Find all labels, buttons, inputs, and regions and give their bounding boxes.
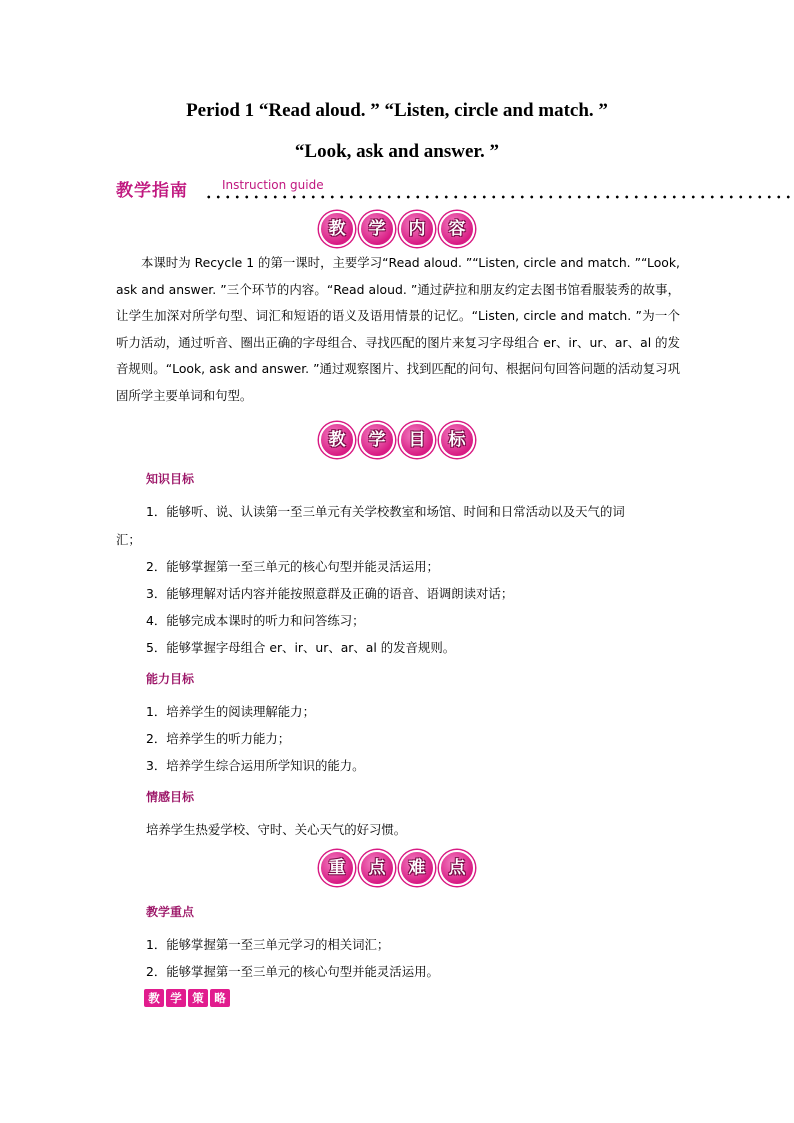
guide-title: 教学指南 [116,181,188,201]
knowledge-item-3: 3．能够理解对话内容并能按照意群及正确的语音、语调朗读对话； [146,586,514,601]
focus-item-2: 2．能够掌握第一至三单元的核心句型并能灵活运用。 [146,964,439,979]
knowledge-item-1: 1．能够听、说、认读第一至三单元有关学校教室和场馆、时间和日常活动以及天气的词 [146,504,625,519]
badge-char: 学 [359,422,395,458]
key-difficult-points-badge [0,850,794,886]
badge-char: 教 [319,422,355,458]
ability-heading: 能力目标 [146,672,195,686]
ability-item-1: 1．培养学生的阅读理解能力； [146,704,315,719]
ability-item-3: 3．培养学生综合运用所学知识的能力。 [146,758,365,773]
badge-char: 略 [210,989,230,1007]
knowledge-item-2: 2．能够掌握第一至三单元的核心句型并能灵活运用； [146,559,439,574]
emotion-text: 培养学生热爱学校、守时、关心天气的好习惯。 [146,822,407,837]
title-line-1: Period 1 “Read aloud. ” “Listen, circle and match. ” [186,100,608,121]
badge-char: 难 [399,850,435,886]
title-line-2: “Look, ask and answer. ” [294,141,500,162]
badge-char: 学 [359,211,395,247]
badge-char: 目 [399,422,435,458]
badge-char: 重 [319,850,355,886]
content-paragraph: 本课时为 Recycle 1 的第一课时，主要学习“Read aloud. ”“Listen, circle and match. ”“Look, ask and answer. ”三个环节的内容。“Read aloud. ”通过萨拉和朋友约定去图书馆看服装秀的故事，让学生加深对所学句型、词汇和短语的语义及语用情景的记忆。“Listen, circle and match. ”为一个听力活动，通过听音、圈出正确的字母组合、寻找匹配的图片来复习字母组合 er、ir、ur、ar、al 的发音规则。“Look, ask and answer. ”通过观察图片、找到匹配的问句、根据问句回答问题的活动复习巩固所学主要单词和句型。 [116,255,680,403]
knowledge-item-4: 4．能够完成本课时的听力和问答练习； [146,613,365,628]
knowledge-item-5: 5．能够掌握字母组合 er、ir、ur、ar、al 的发音规则。 [146,640,456,655]
badge-char: 点 [439,850,475,886]
badge-char: 容 [439,211,475,247]
ability-item-2: 2．培养学生的听力能力； [146,731,291,746]
instruction-guide-header [116,176,686,204]
teaching-content-badge [0,211,794,247]
dotted-divider [204,195,794,199]
focus-item-1: 1．能够掌握第一至三单元学习的相关词汇； [146,937,390,952]
badge-char: 内 [399,211,435,247]
emotion-heading: 情感目标 [146,790,195,804]
focus-heading: 教学重点 [146,905,195,919]
badge-char: 教 [144,989,164,1007]
teaching-strategy-badge [144,989,230,1007]
badge-char: 教 [319,211,355,247]
teaching-objectives-badge [0,422,794,458]
badge-char: 点 [359,850,395,886]
knowledge-heading: 知识目标 [146,472,195,486]
guide-subtitle: Instruction guide [222,178,324,192]
knowledge-item-1-cont: 汇； [116,532,141,547]
badge-char: 标 [439,422,475,458]
badge-char: 学 [166,989,186,1007]
badge-char: 策 [188,989,208,1007]
